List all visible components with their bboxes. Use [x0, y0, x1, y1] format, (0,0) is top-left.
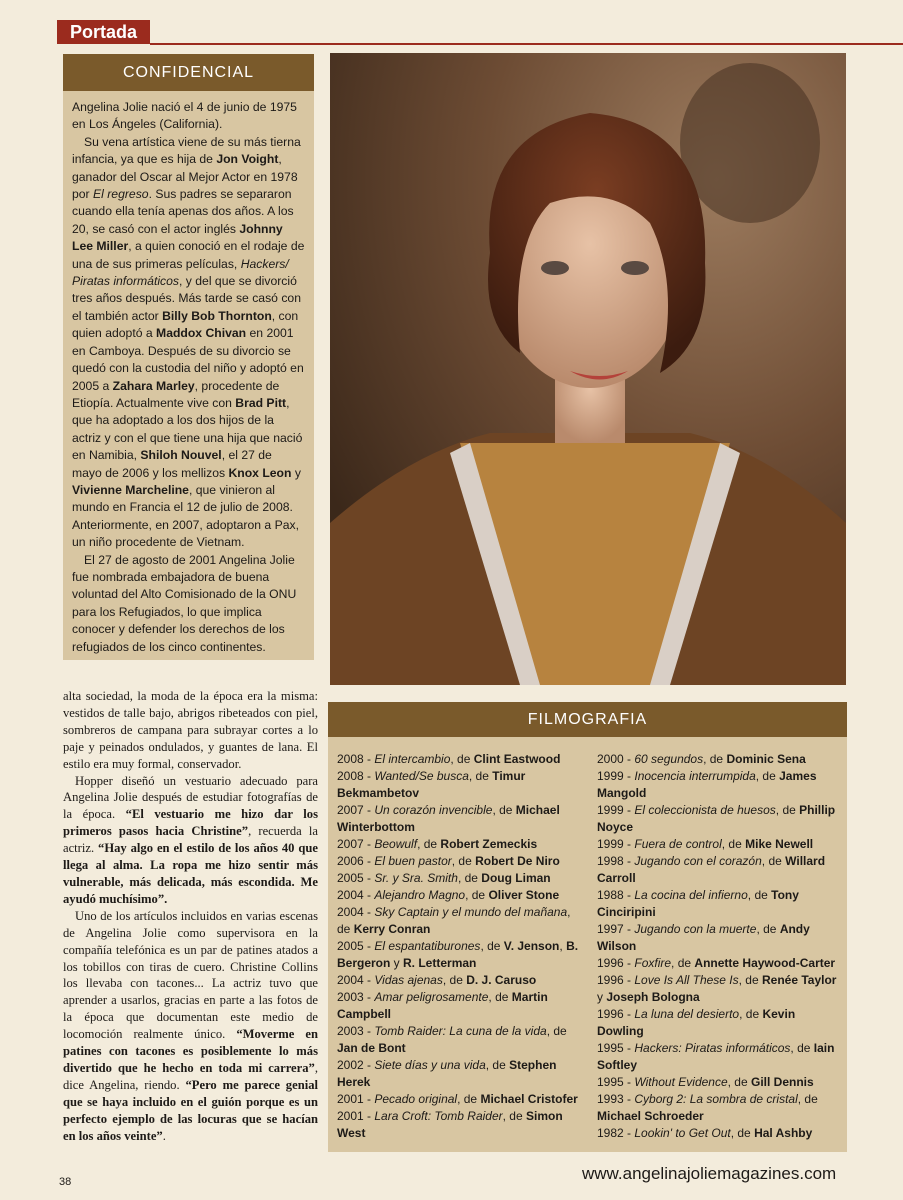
text-run: , recuerda la actriz. — [63, 824, 319, 856]
text-run: Su vena artística viene de su más tierna infancia, ya que es hija de — [72, 134, 301, 167]
text-run: 1999 - — [597, 769, 635, 783]
text-run: , que vinieron al mundo en Francia el 12 de julio de 2008. Anteriormente, en 2007, adoptaron a Pax, un niño procedente de Vietnam. — [72, 482, 299, 550]
text-run: , de — [442, 973, 467, 987]
confidencial-paragraph — [72, 99, 305, 134]
text-run: Martin Campbell — [337, 990, 548, 1021]
text-run: Angelina Jolie nació el 4 de junio de 1975 en Los Ángeles (California). — [72, 100, 297, 132]
text-run: Jugando con el corazón — [634, 854, 762, 868]
text-run: . Sus padres se separaron cuando ella tenía apenas dos años. A los 20, se casó con el actor inglés — [72, 187, 294, 236]
text-run: Foxfire — [634, 956, 672, 970]
text-run: Vidas ajenas — [374, 973, 443, 987]
text-run: El regreso — [93, 187, 149, 202]
text-run: Timur Bekmambetov — [337, 769, 526, 800]
filmography-entry — [597, 1125, 839, 1142]
text-run: Jan de Bont — [337, 1041, 406, 1055]
text-run: Love Is All These Is — [634, 973, 739, 987]
filmography-entry — [597, 955, 839, 972]
text-run: Brad Pitt — [235, 395, 287, 410]
text-run: El espantatiburones — [374, 939, 481, 953]
text-run: Johnny Lee Miller — [72, 221, 283, 254]
text-run: Dominic Sena — [726, 752, 806, 766]
text-run: 1988 - — [597, 888, 635, 902]
filmografia-column-2 — [597, 751, 839, 1142]
filmography-entry — [337, 870, 579, 887]
filmography-entry — [337, 853, 579, 870]
filmography-entry — [337, 768, 579, 802]
text-run: , de — [465, 888, 489, 902]
text-run: 2000 - — [597, 752, 635, 766]
text-run: , de — [492, 803, 516, 817]
text-run: Renée Taylor — [762, 973, 837, 987]
text-run: , dice Angelina, riendo. — [63, 1060, 318, 1092]
text-run: y — [291, 465, 301, 480]
text-run: “Pero me parece genial que se haya incluido en el guión porque es un perfecto ejemplo de las locuras que se hacían en los años veinte” — [63, 1077, 318, 1143]
text-run: 60 segundos — [634, 752, 704, 766]
text-run: Zahara Marley — [112, 378, 195, 393]
filmography-entry — [337, 751, 579, 768]
text-run: , de — [797, 1092, 818, 1106]
text-run: , de — [727, 1075, 751, 1089]
text-run: Fuera de control — [634, 837, 722, 851]
text-run: , de — [485, 1058, 510, 1072]
text-run: 2006 - — [337, 854, 375, 868]
text-run: , a quien conoció en el rodaje de una de sus primeras películas, — [72, 239, 305, 271]
filmography-entry — [597, 802, 839, 836]
article-body — [63, 688, 318, 1144]
text-run: Mike Newell — [745, 837, 814, 851]
text-run: Hackers: Piratas informáticos — [634, 1041, 791, 1055]
text-run: Phillip Noyce — [597, 803, 836, 834]
text-run: 2003 - — [337, 990, 375, 1004]
filmography-entry — [597, 1040, 839, 1074]
text-run: 1996 - — [597, 956, 635, 970]
text-run: 1999 - — [597, 837, 635, 851]
text-run: , de — [738, 973, 762, 987]
filmography-entry — [337, 1091, 579, 1108]
text-run: Amar peligrosamente — [374, 990, 489, 1004]
text-run: 2004 - — [337, 973, 375, 987]
filmography-entry — [597, 921, 839, 955]
text-run: 1996 - — [597, 973, 635, 987]
text-run: , de — [546, 1024, 567, 1038]
text-run: Sky Captain y el mundo del mañana — [374, 905, 568, 919]
text-run: Doug Liman — [481, 871, 551, 885]
filmography-entry — [337, 887, 579, 904]
text-run: Robert De Niro — [475, 854, 560, 868]
text-run: Un corazón invencible — [374, 803, 493, 817]
text-run: 2005 - — [337, 871, 375, 885]
filmografia-column-1 — [337, 751, 579, 1142]
text-run: 2001 - — [337, 1109, 375, 1123]
text-run: 1999 - — [597, 803, 635, 817]
confidencial-body — [63, 91, 314, 656]
text-run: , de — [755, 769, 780, 783]
confidencial-title: CONFIDENCIAL — [63, 54, 314, 91]
text-run: 1982 - — [597, 1126, 635, 1140]
text-run: Vivienne Marcheline — [72, 482, 189, 497]
text-run: 1993 - — [597, 1092, 635, 1106]
text-run: , de — [730, 1126, 755, 1140]
text-run: Shiloh Nouvel — [140, 448, 222, 463]
text-run: Joseph Bologna — [606, 990, 700, 1004]
text-run: Inocencia interrumpida — [634, 769, 756, 783]
filmography-entry — [597, 768, 839, 802]
text-run: 2004 - — [337, 905, 375, 919]
page-number: 38 — [59, 1176, 72, 1188]
filmography-entry — [337, 989, 579, 1023]
filmography-entry — [337, 1057, 579, 1091]
text-run: y — [390, 956, 404, 970]
actress-photo-illustration — [330, 53, 846, 685]
text-run: Michael Winterbottom — [337, 803, 560, 834]
filmografia-title: FILMOGRAFIA — [328, 702, 847, 737]
text-run: Robert Zemeckis — [440, 837, 538, 851]
article-paragraph — [63, 773, 318, 908]
text-run: , de — [488, 990, 512, 1004]
text-run: , ganador del Oscar al Mejor Actor en 1978 por — [72, 152, 298, 202]
text-run: El intercambio — [374, 752, 451, 766]
text-run: , de — [457, 871, 482, 885]
text-run: Maddox Chivan — [156, 326, 247, 341]
text-run: , de — [480, 939, 504, 953]
text-run: , de — [417, 837, 441, 851]
text-run: La luna del desierto — [634, 1007, 740, 1021]
text-run: B. Bergeron — [337, 939, 579, 970]
text-run: Tomb Raider: La cuna de la vida — [374, 1024, 547, 1038]
text-run: Willard Carroll — [597, 854, 826, 885]
text-run: “El vestuario me hizo dar los primeros pasos hacia Christine” — [63, 807, 318, 839]
confidencial-paragraph — [72, 552, 305, 656]
text-run: Michael Cristofer — [480, 1092, 578, 1106]
text-run: Jon Voight — [216, 152, 279, 167]
text-run: , de — [502, 1109, 526, 1123]
filmography-entry — [337, 836, 579, 853]
text-run: Simon West — [337, 1109, 563, 1140]
filmography-entry — [337, 904, 579, 938]
filmography-entry — [597, 1091, 839, 1125]
text-run: Jugando con la muerte — [634, 922, 757, 936]
text-run: Tony Cinciripini — [597, 888, 799, 919]
text-run: Knox Leon — [228, 465, 292, 480]
filmography-entry — [597, 887, 839, 921]
confidencial-box — [63, 54, 314, 660]
text-run: 2001 - — [337, 1092, 375, 1106]
text-run: 2007 - — [337, 803, 375, 817]
text-run: Hopper diseñó un vestuario adecuado para Angelina Jolie después de estudiar fotografías de la época. — [63, 773, 318, 822]
section-rule — [150, 43, 903, 45]
actress-photo — [330, 53, 846, 685]
text-run: , de — [747, 888, 772, 902]
text-run: , de — [761, 854, 786, 868]
text-run: , procedente de Etiopía. Actualmente vive con — [72, 378, 280, 410]
text-run: 2002 - — [337, 1058, 375, 1072]
text-run: , de — [457, 1092, 481, 1106]
filmography-entry — [597, 1006, 839, 1040]
text-run: , con quien adoptó a — [72, 308, 299, 341]
confidencial-paragraph — [72, 134, 305, 552]
text-run: Wanted/Se busca — [374, 769, 469, 783]
text-run: , y del que se divorció tres años después. Más tarde se casó con el también actor — [72, 274, 301, 323]
text-run: , de — [451, 854, 476, 868]
article-paragraph — [63, 908, 318, 1145]
text-run: Beowulf — [374, 837, 418, 851]
text-run: , de — [790, 1041, 814, 1055]
text-run: La cocina del infierno — [634, 888, 748, 902]
text-run: Hackers/ Piratas informáticos — [72, 256, 289, 289]
filmography-entry — [337, 972, 579, 989]
filmography-entry — [337, 802, 579, 836]
section-tab: Portada — [57, 20, 150, 44]
text-run: 2008 - — [337, 752, 375, 766]
text-run: Kevin Dowling — [597, 1007, 796, 1038]
text-run: , de — [721, 837, 746, 851]
text-run: , de — [739, 1007, 763, 1021]
text-run: Stephen Herek — [337, 1058, 557, 1089]
text-run: Alejandro Magno — [374, 888, 466, 902]
text-run: Siete días y una vida — [374, 1058, 486, 1072]
filmography-entry — [597, 836, 839, 853]
text-run: y — [597, 990, 607, 1004]
text-run: Kerry Conran — [353, 922, 431, 936]
text-run: 1995 - — [597, 1075, 635, 1089]
text-run: 1997 - — [597, 922, 635, 936]
text-run: , de — [756, 922, 780, 936]
text-run: Uno de los artículos incluidos en varias escenas de Angelina Jolie como supervisora en la compañía telefónica es un par de patines atados a los tobillos con tiras de cuero. Christine Collins los llevaba con tacones... La actriz tuvo que aprender a usarlos, gracias en parte a las fotos de la época que documentan este medio de locomoción realmente único. — [63, 908, 318, 1042]
text-run: Pecado original — [374, 1092, 458, 1106]
text-run: , el 27 de mayo de 2006 y los mellizos — [72, 448, 272, 480]
filmography-entry — [337, 1023, 579, 1057]
text-run: Cyborg 2: La sombra de cristal — [634, 1092, 798, 1106]
filmography-entry — [337, 1108, 579, 1142]
text-run: , de — [775, 803, 800, 817]
text-run: Oliver Stone — [488, 888, 560, 902]
text-run: , de — [468, 769, 493, 783]
text-run: Gill Dennis — [751, 1075, 814, 1089]
text-run: 1996 - — [597, 1007, 635, 1021]
filmography-entry — [597, 853, 839, 887]
text-run: “Moverme en patines con tacones es posiblemente lo más divertido que he hecho en toda mi carrera” — [63, 1027, 318, 1075]
website-url: www.angelinajoliemagazines.com — [582, 1164, 837, 1183]
text-run: “Hay algo en el estilo de los años 40 que llega al alma. La ropa me hizo sentir más vulnerable, más delicada, más escondida. Me ayudó muchísimo”. — [63, 841, 318, 906]
text-run: 2005 - — [337, 939, 375, 953]
text-run: Lara Croft: Tomb Raider — [374, 1109, 503, 1123]
article-paragraph — [63, 688, 318, 773]
text-run: , que ha adoptado a los dos hijos de la actriz y con el que tiene una hija que nació en Namibia, — [72, 395, 303, 463]
filmography-entry — [337, 938, 579, 972]
text-run: , de — [671, 956, 695, 970]
text-run: alta sociedad, la moda de la época era la misma: vestidos de talle bajo, abrigos ribeteados con piel, sombreros de campana para subrayar cortes a lo paje y peinados ondulados, y guantes de lana. El estilo era muy formal, conservador. — [63, 689, 318, 771]
text-run: V. Jenson — [503, 939, 560, 953]
text-run: 1995 - — [597, 1041, 635, 1055]
text-run: Andy Wilson — [597, 922, 810, 953]
text-run: James Mangold — [597, 769, 817, 800]
text-run: Lookin' to Get Out — [634, 1126, 731, 1140]
text-run: D. J. Caruso — [466, 973, 537, 987]
text-run: El 27 de agosto de 2001 Angelina Jolie fue nombrada embajadora de buena voluntad del Alto Comisionado de la ONU para los Refugiados, lo que implica conocer y defender los derechos de los refugiados de los cinco continentes. — [72, 552, 297, 654]
text-run: Sr. y Sra. Smith — [374, 871, 458, 885]
text-run: Billy Bob Thornton — [162, 308, 272, 323]
filmography-entry — [597, 751, 839, 768]
text-run: Clint Eastwood — [473, 752, 561, 766]
filmografia-box — [328, 702, 847, 1152]
text-run: , de — [450, 752, 474, 766]
filmography-entry — [597, 972, 839, 1006]
text-run: en 2001 en Camboya. Después de su divorcio se quedó con la custodia del niño y adoptó en 2005 a — [72, 326, 304, 393]
text-run: , — [559, 939, 567, 953]
text-run: El buen pastor — [374, 854, 452, 868]
text-run: Without Evidence — [634, 1075, 728, 1089]
text-run: 2004 - — [337, 888, 375, 902]
text-run: 1998 - — [597, 854, 635, 868]
text-run: Annette Haywood-Carter — [694, 956, 836, 970]
text-run: El coleccionista de huesos — [634, 803, 776, 817]
text-run: R. Letterman — [403, 956, 477, 970]
text-run: 2007 - — [337, 837, 375, 851]
text-run: , de — [337, 905, 571, 936]
text-run: . — [162, 1128, 166, 1143]
text-run: Iain Softley — [597, 1041, 835, 1072]
text-run: Michael Schroeder — [597, 1109, 704, 1123]
text-run: Hal Ashby — [754, 1126, 813, 1140]
text-run: 2003 - — [337, 1024, 375, 1038]
text-run: , de — [703, 752, 727, 766]
filmography-entry — [597, 1074, 839, 1091]
text-run: 2008 - — [337, 769, 375, 783]
